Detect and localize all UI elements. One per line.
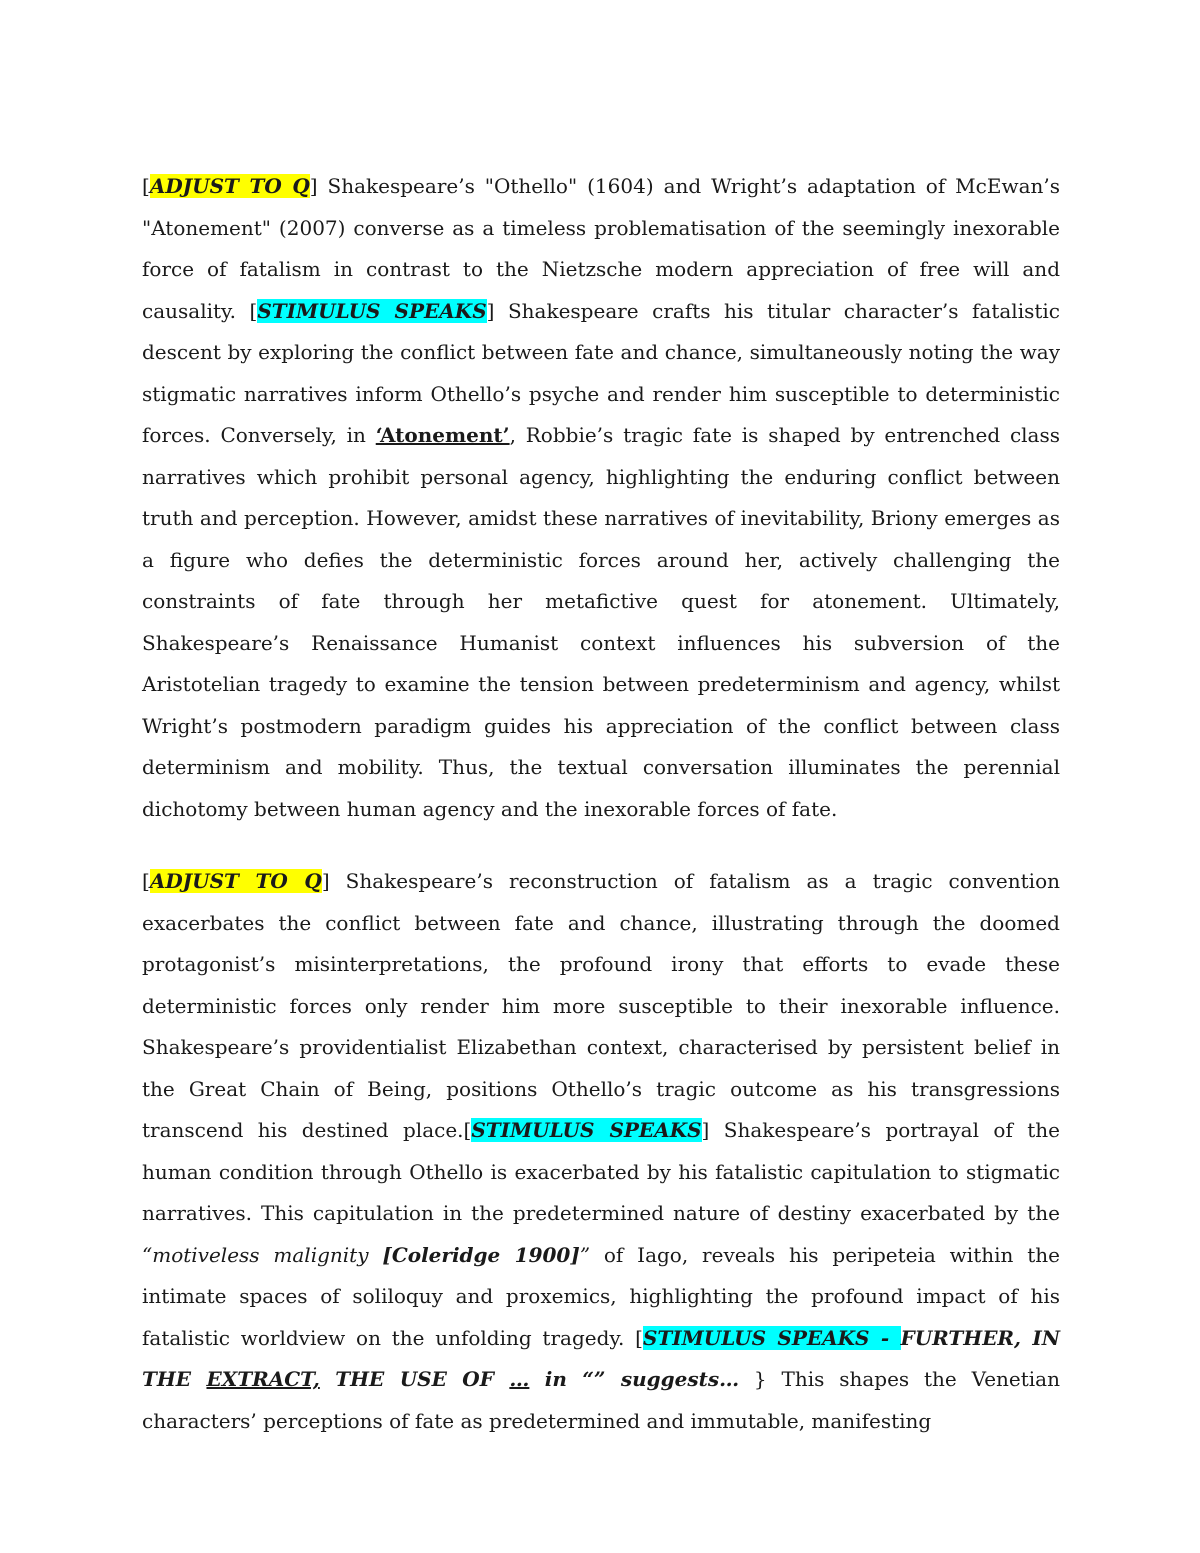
document-body bbox=[142, 166, 1060, 1442]
note-extract: EXTRACT, bbox=[206, 1367, 320, 1391]
stimulus-speaks-tag: STIMULUS SPEAKS bbox=[257, 298, 487, 323]
adjust-to-q-tag: ADJUST TO Q bbox=[149, 174, 310, 198]
paragraph-introduction: [ADJUST TO Q] Shakespeare’s "Othello" (1604) and Wright’s adaptation of McEwan’s "Atonement" (2007) converse as a timeless problematisation of the seemingly inexorable force of fatalism in contrast to the Nietzsche modern appreciation of free will and causality. [STIMULUS SPEAKS] Shakespeare crafts his titular character’s fatalistic descent by exploring the conflict between fate and chance, simultaneously noting the way stigmatic narratives inform Othello’s psyche and render him susceptible to deterministic forces. Conversely, in ‘Atonement’, Robbie’s tragic fate is shaped by entrenched class narratives which prohibit personal agency, highlighting the enduring conflict between truth and perception. However, amidst these narratives of inevitability, Briony emerges as a figure who defies the deterministic forces around her, actively challenging the constraints of fate through her metafictive quest for atonement. Ultimately, Shakespeare’s Renaissance Humanist context influences his subversion of the Aristotelian tragedy to examine the tension between predeterminism and agency, whilst Wright’s postmodern paradigm guides his appreciation of the conflict between class determinism and mobility. Thus, the textual conversation illuminates the perennial dichotomy between human agency and the inexorable forces of fate. bbox=[142, 174, 1061, 821]
adjust-to-q-tag: ADJUST TO Q bbox=[149, 869, 322, 893]
body-text-part3: of Iago, reveals his peripeteia within the intimate spaces of soliloquy and proxemics, highlighting the profound impact of his fatalistic worldview on the unfolding tragedy. [ bbox=[142, 1242, 1060, 1350]
note-close-brace: } bbox=[739, 1367, 782, 1391]
note-blank: … bbox=[509, 1367, 530, 1391]
stimulus-speaks-note-tag: STIMULUS SPEAKS - bbox=[642, 1325, 901, 1350]
note-further: FURTHER, IN THE bbox=[142, 1325, 1061, 1391]
quote-close: ” bbox=[579, 1242, 591, 1267]
stimulus-speaks-tag: STIMULUS SPEAKS bbox=[471, 1118, 702, 1142]
atonement-title: ‘Atonement’ bbox=[375, 423, 510, 447]
body-text-part2: ] Shakespeare’s portrayal of the human condition through Othello is exacerbated by his fatalistic capitulation to stigmatic narratives. This capitulation in the predetermined nature of destiny exacerbated by the bbox=[142, 1118, 1060, 1225]
intro-text-part2: Shakespeare crafts his titular character’s fatalistic descent by exploring the conflict between fate and chance, simultaneously noting the way stigmatic narratives inform Othello’s psyche and render him susceptible to deterministic forces. Conversely, in bbox=[142, 298, 1060, 447]
intro-text-part3: , Robbie’s tragic fate is shaped by entrenched class narratives which prohibit personal agency, highlighting the enduring conflict between truth and perception. However, amidst these narratives of inevitability, Briony emerges as a figure who defies the deterministic forces around her, actively challenging the constraints of fate through her metafictive quest for atonement. Ultimately, Shakespeare’s Renaissance Humanist context influences his subversion of the Aristotelian tragedy to examine the tension between predeterminism and agency, whilst Wright’s postmodern paradigm guides his appreciation of the conflict between class determinism and mobility. Thus, the textual conversation illuminates the perennial dichotomy between human agency and the inexorable forces of fate. bbox=[142, 423, 1061, 821]
citation-coleridge: [Coleridge 1900] bbox=[382, 1242, 580, 1267]
note-suggests: in “” suggests… bbox=[529, 1367, 740, 1391]
paragraph-body-one: [ADJUST TO Q] Shakespeare’s reconstruction of fatalism as a tragic convention exacerbates the conflict between fate and chance, illustrating through the doomed protagonist’s misinterpretations, the profound irony that efforts to evade these deterministic forces only render him more susceptible to their inexorable influence. Shakespeare’s providentialist Elizabethan context, characterised by persistent belief in the Great Chain of Being, positions Othello’s tragic outcome as his transgressions transcend his destined place.[STIMULUS SPEAKS] Shakespeare’s portrayal of the human condition through Othello is exacerbated by his fatalistic capitulation to stigmatic narratives. This capitulation in the predetermined nature of destiny exacerbated by the “motiveless malignity [Coleridge 1900]” of Iago, reveals his peripeteia within the intimate spaces of soliloquy and proxemics, highlighting the profound impact of his fatalistic worldview on the unfolding tragedy. [STIMULUS SPEAKS - FURTHER, IN THE EXTRACT, THE USE OF … in “” suggests… } This shapes the Venetian characters’ perceptions of fate as predetermined and immutable, manifesting bbox=[142, 869, 1061, 1433]
note-use-of: THE USE OF bbox=[319, 1367, 510, 1391]
quote-open: “motiveless malignity bbox=[142, 1242, 383, 1267]
body-text-part1: Shakespeare’s reconstruction of fatalism as a tragic convention exacerbates the conflict between fate and chance, illustrating through the doomed protagonist’s misinterpretations, the profound irony that efforts to evade these deterministic forces only render him more susceptible to their inexorable influence. Shakespeare’s providentialist Elizabethan context, characterised by persistent belief in the Great Chain of Being, positions Othello’s tragic outcome as his transgressions transcend his destined place.[ bbox=[142, 869, 1061, 1142]
body-text-part4: This shapes the Venetian characters’ perceptions of fate as predetermined and immutable, manifesting bbox=[142, 1367, 1060, 1433]
intro-text-part1: Shakespeare’s "Othello" (1604) and Wright’s adaptation of McEwan’s "Atonement" (2007) converse as a timeless problematisation of the seemingly inexorable force of fatalism in contrast to the Nietzsche modern appreciation of free will and causality. bbox=[142, 174, 1061, 323]
